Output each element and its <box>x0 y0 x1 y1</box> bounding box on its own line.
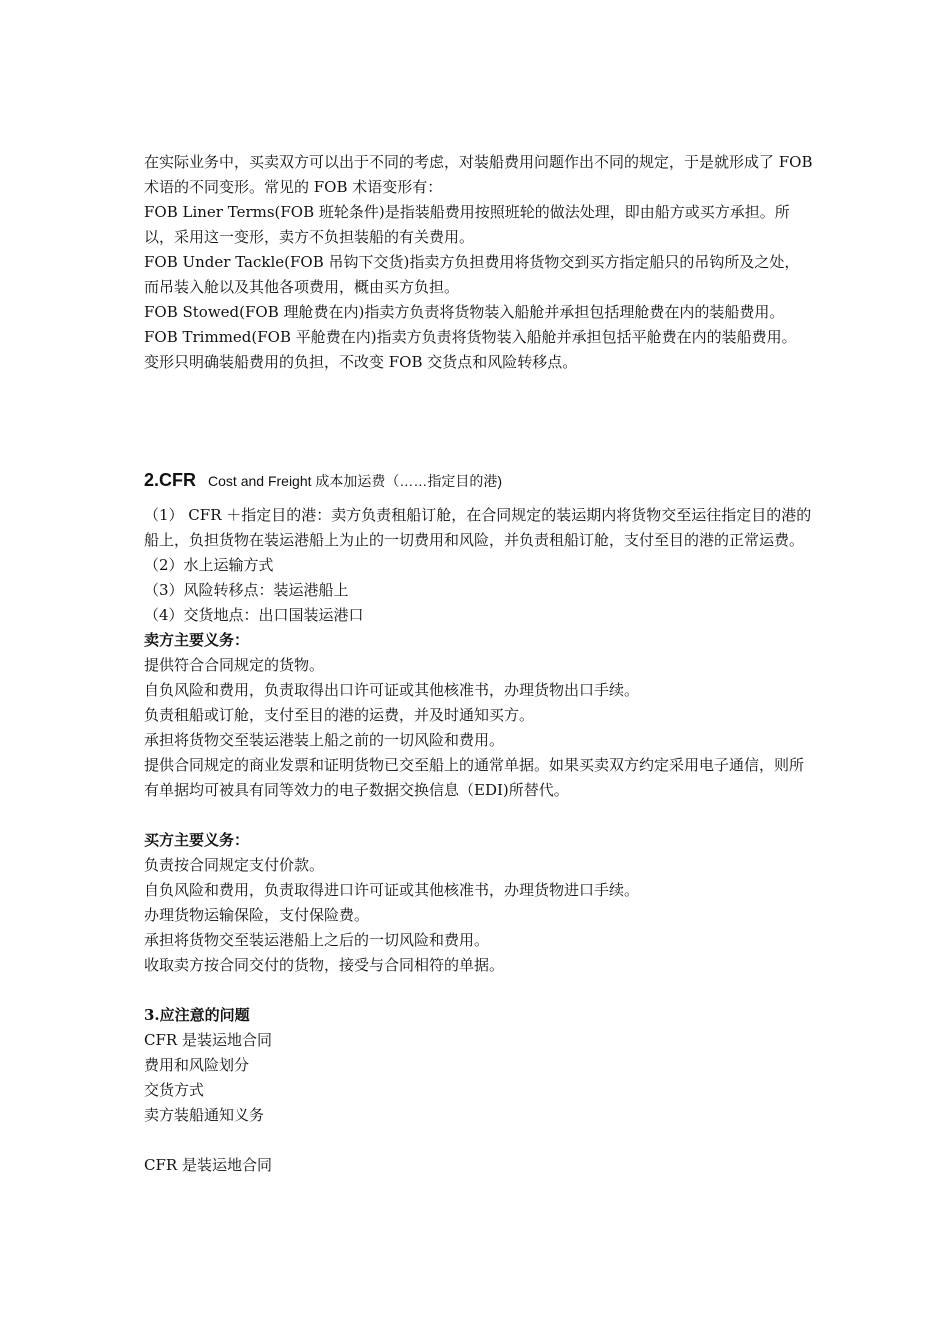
buyer-obligation-item: 收取卖方按合同交付的货物，接受与合同相符的单据。 <box>144 956 505 974</box>
buyer-obligation-item: 负责按合同规定支付价款。 <box>144 856 325 874</box>
spacer <box>144 375 814 463</box>
fob-intro-paragraph: 在实际业务中，买卖双方可以出于不同的考虑，对装船费用问题作出不同的规定，于是就形成了 FOB 术语的不同变形。常见的 FOB 术语变形有： <box>144 153 813 196</box>
issue-item: 交货方式 <box>144 1081 205 1099</box>
seller-obligations-title: 卖方主要义务： <box>144 631 250 649</box>
cfr-point: （4）交货地点：出口国装运港口 <box>144 606 364 624</box>
fob-trimmed-paragraph: FOB Trimmed(FOB 平舱费在内)指卖方负责将货物装入船舱并承担包括平舱费在内的装船费用。 <box>144 328 797 346</box>
fob-stowed-paragraph: FOB Stowed(FOB 理舱费在内)指卖方负责将货物装入船舱并承担包括理舱费在内的装船费用。 <box>144 303 785 321</box>
issue-item: 卖方装船通知义务 <box>144 1106 265 1124</box>
seller-obligation-item: 自负风险和费用，负责取得出口许可证或其他核准书，办理货物出口手续。 <box>144 681 640 699</box>
issues-title: 3.应注意的问题 <box>144 1006 250 1024</box>
seller-obligation-item: 提供符合合同规定的货物。 <box>144 656 325 674</box>
spacer <box>144 1128 814 1153</box>
document-page <box>144 150 814 1178</box>
seller-obligation-item: 提供合同规定的商业发票和证明货物已交至船上的通常单据。如果买卖双方约定采用电子通信，则所有单据均可被具有同等效力的电子数据交换信息（EDI)所替代。 <box>144 756 805 799</box>
cfr-point: （1） CFR ＋指定目的港：卖方负责租船订舱，在合同规定的装运期内将货物交至运往指定目的港的船上，负担货物在装运港船上为止的一切费用和风险，并负责租船订舱，支付至目的港的正常运费。 <box>144 506 812 549</box>
seller-obligation-item: 承担将货物交至装运港装上船之前的一切风险和费用。 <box>144 731 505 749</box>
issue-item: CFR 是装运地合同 <box>144 1031 272 1049</box>
buyer-obligations-title: 买方主要义务： <box>144 831 250 849</box>
issues-trailing-line: CFR 是装运地合同 <box>144 1156 272 1174</box>
cfr-heading-subtitle: Cost and Freight 成本加运费（……指定目的港) <box>208 473 503 489</box>
buyer-obligation-item: 承担将货物交至装运港船上之后的一切风险和费用。 <box>144 931 490 949</box>
cfr-point: （3）风险转移点：装运港船上 <box>144 581 349 599</box>
fob-variation-note: 变形只明确装船费用的负担，不改变 FOB 交货点和风险转移点。 <box>144 353 578 371</box>
issue-item: 费用和风险划分 <box>144 1056 250 1074</box>
cfr-heading <box>144 463 814 499</box>
spacer <box>144 803 814 828</box>
buyer-obligation-item: 办理货物运输保险，支付保险费。 <box>144 906 370 924</box>
cfr-heading-number: 2.CFR <box>144 470 197 490</box>
fob-under-tackle-paragraph: FOB Under Tackle(FOB 吊钩下交货)指卖方负担费用将货物交到买方指定船只的吊钩所及之处，而吊装入舱以及其他各项费用，概由买方负担。 <box>144 253 800 296</box>
cfr-point: （2）水上运输方式 <box>144 556 274 574</box>
buyer-obligation-item: 自负风险和费用，负责取得进口许可证或其他核准书，办理货物进口手续。 <box>144 881 640 899</box>
fob-liner-terms-paragraph: FOB Liner Terms(FOB 班轮条件)是指装船费用按照班轮的做法处理，即由船方或买方承担。所以，采用这一变形，卖方不负担装船的有关费用。 <box>144 203 790 246</box>
spacer <box>144 978 814 1003</box>
seller-obligation-item: 负责租船或订舱，支付至目的港的运费，并及时通知买方。 <box>144 706 535 724</box>
